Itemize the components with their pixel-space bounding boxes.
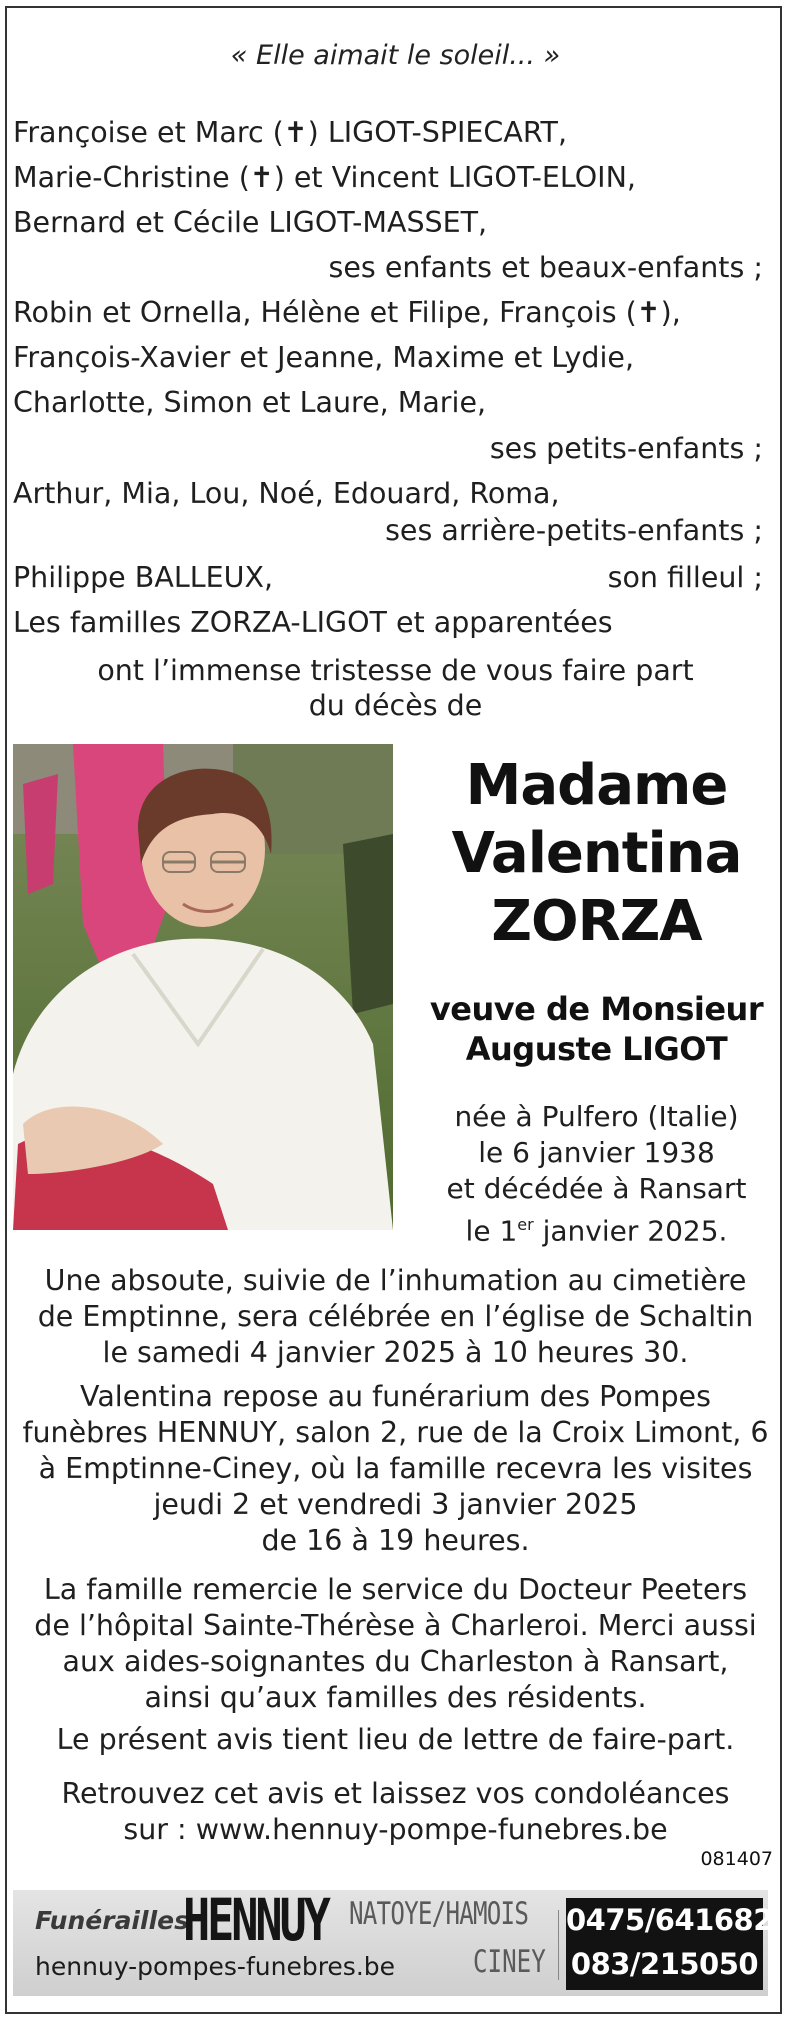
widow-line: veuve de Monsieur xyxy=(429,990,764,1028)
quote: « Elle aimait le soleil... » xyxy=(230,40,561,71)
paragraph-condolences: Retrouvez cet avis et laissez vos condoléances sur : www.hennuy-pompe-funebres.be xyxy=(0,1776,791,1848)
announce-line: ont l’immense tristesse de vous faire part xyxy=(97,654,694,687)
paragraph-notice: Le présent avis tient lieu de lettre de faire-part. xyxy=(56,1723,735,1756)
phone-box xyxy=(566,1898,773,1990)
divider xyxy=(558,1910,559,1980)
phone-number[interactable]: 0475/641682 xyxy=(566,1903,773,1937)
relation-godson: son filleul ; xyxy=(607,561,763,594)
widow-line: Auguste LIGOT xyxy=(465,1030,728,1068)
family-line: Charlotte, Simon et Laure, Marie, xyxy=(13,386,487,419)
website-link[interactable]: hennuy-pompes-funebres.be xyxy=(35,1952,396,1981)
relation-line: ses enfants et beaux-enfants ; xyxy=(328,251,763,284)
name-line: Valentina xyxy=(451,821,742,886)
brand-logo: HENNUY xyxy=(183,1886,328,1954)
birth-date: le 6 janvier 1938 xyxy=(478,1136,715,1169)
death-date: le 1er janvier 2025. xyxy=(465,1214,728,1248)
family-line: Bernard et Cécile LIGOT-MASSET, xyxy=(13,206,488,239)
family-line: Les familles ZORZA-LIGOT et apparentées xyxy=(13,606,613,639)
name-line: ZORZA xyxy=(491,889,702,954)
deceased-name xyxy=(400,752,791,956)
paragraph-ceremony: Une absoute, suivie de l’inhumation au cimetière de Emptinne, sera célébrée en l’église de Schaltin le samedi 4 janvier 2025 à 10 heures 30. xyxy=(37,1264,754,1369)
birth-death-info xyxy=(400,1099,791,1249)
family-line: Robin et Ornella, Hélène et Filipe, François (✝), xyxy=(13,296,681,329)
funeral-home-banner xyxy=(13,1886,773,1996)
portrait-photo xyxy=(13,744,393,1230)
locations: CINEY xyxy=(473,1944,546,1980)
family-line: François-Xavier et Jeanne, Maxime et Lydie, xyxy=(13,341,635,374)
paragraph-thanks: La famille remercie le service du Docteur Peeters de l’hôpital Sainte-Thérèse à Charleroi. Merci aussi aux aides-soignantes du Charleston à Ransart, ainsi qu’aux familles des résidents. xyxy=(34,1573,757,1714)
widow-of xyxy=(400,989,791,1069)
godson-name: Philippe BALLEUX, xyxy=(13,561,274,594)
relation-line: ses arrière-petits-enfants ; xyxy=(385,514,763,547)
reference-number: 081407 xyxy=(700,1848,773,1870)
family-line: Marie-Christine (✝) et Vincent LIGOT-ELOIN, xyxy=(13,161,636,194)
announce-line: du décès de xyxy=(308,689,483,722)
condolences-link[interactable]: sur : www.hennuy-pompe-funebres.be xyxy=(123,1813,668,1846)
banner-label: Funérailles xyxy=(35,1906,189,1935)
birth-place: née à Pulfero (Italie) xyxy=(454,1100,739,1133)
family-line xyxy=(13,555,763,600)
death-place: et décédée à Ransart xyxy=(446,1172,747,1205)
paragraph-funerarium: Valentina repose au funérarium des Pompes funèbres HENNUY, salon 2, rue de la Croix Limont, 6 à Emptinne-Ciney, où la famille recevra les visites jeudi 2 et vendredi 3 janvier 2025 de 16 à 19 heures. xyxy=(22,1380,769,1557)
name-line: Madame xyxy=(465,753,728,818)
locations: NATOYE/HAMOIS xyxy=(349,1896,529,1932)
relation-line: ses petits-enfants ; xyxy=(489,432,763,465)
phone-number[interactable]: 083/215050 xyxy=(570,1947,759,1981)
family-line: Françoise et Marc (✝) LIGOT-SPIECART, xyxy=(13,116,568,149)
family-line: Arthur, Mia, Lou, Noé, Edouard, Roma, xyxy=(13,477,560,510)
